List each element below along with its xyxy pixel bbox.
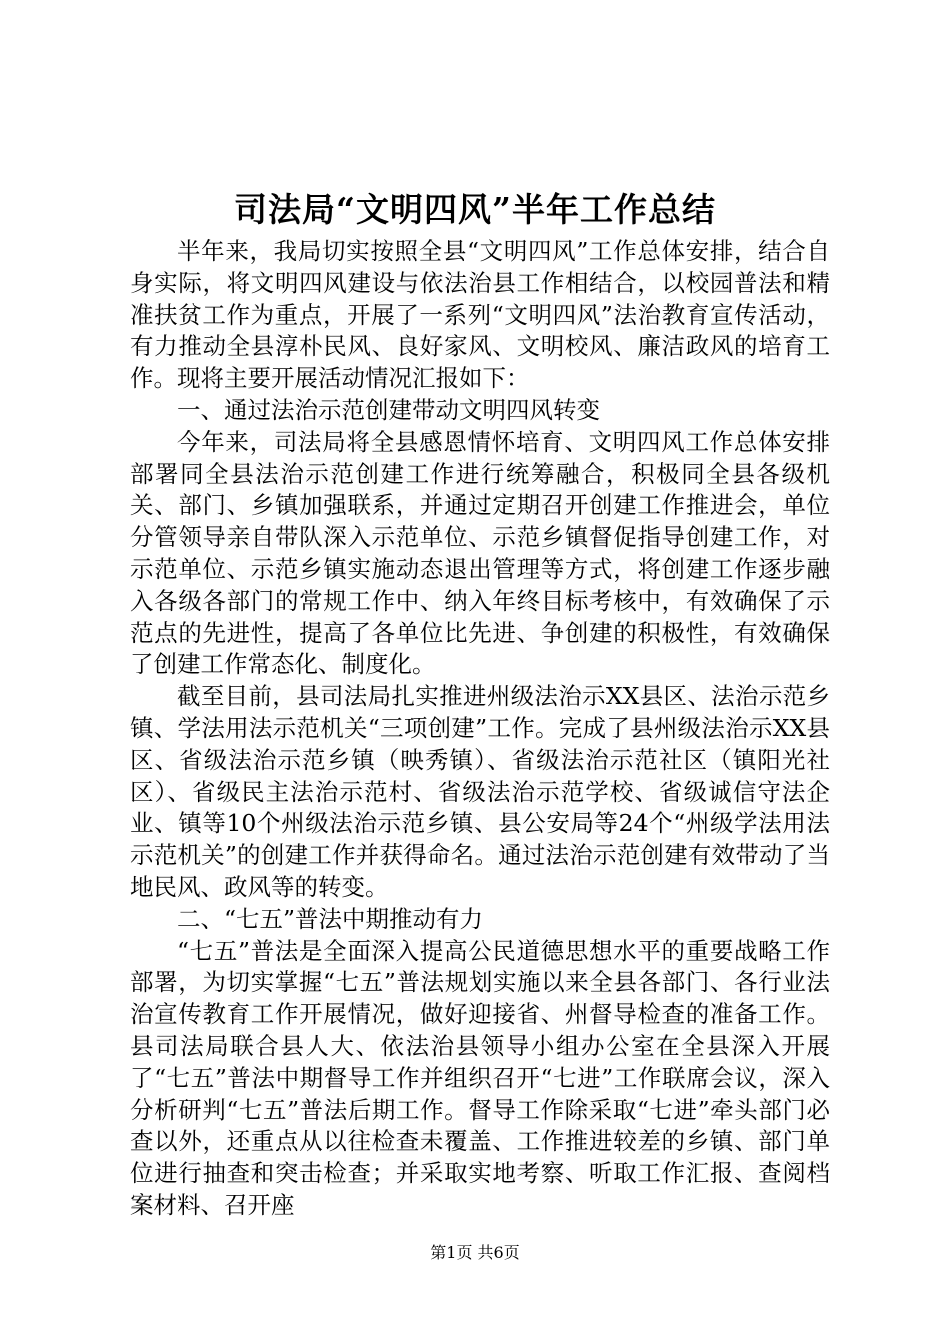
section-heading-2: 二、“七五”普法中期推动有力 bbox=[177, 904, 484, 933]
paragraph-section1-b: 截至目前，县司法局扎实推进州级法治示XX县区、法治示范乡镇、学法用法示范机关“三项创建”工作。完成了县州级法治示XX县区、省级法治示范乡镇（映秀镇）、省级法治示范社区（镇阳光社区）、省级民主法治示范村、省级法治示范学校、省级诚信守法企业、镇等10个州级法治示范乡镇、县公安局等24个“州级学法用法示范机关”的创建工作并获得命名。通过法治示范创建有效带动了当地民风、政风等的转变。 bbox=[130, 682, 830, 901]
document-title: 司法局“文明四风”半年工作总结 bbox=[234, 190, 716, 229]
paragraph-section1-a: 今年来，司法局将全县感恩情怀培育、文明四风工作总体安排部署同全县法治示范创建工作进行统筹融合，积极同全县各级机关、部门、乡镇加强联系，并通过定期召开创建工作推进会，单位分管领导亲自带队深入示范单位、示范乡镇督促指导创建工作，对示范单位、示范乡镇实施动态退出管理等方式，将创建工作逐步融入各级各部门的常规工作中、纳入年终目标考核中，有效确保了示范点的先进性，提高了各单位比先进、争创建的积极性，有效确保了创建工作常态化、制度化。 bbox=[130, 427, 830, 679]
document-body bbox=[130, 236, 830, 1222]
paragraph-intro: 半年来，我局切实按照全县“文明四风”工作总体安排，结合自身实际，将文明四风建设与依法治县工作相结合，以校园普法和精准扶贫工作为重点，开展了一系列“文明四风”法治教育宣传活动，有力推动全县淳朴民风、良好家风、文明校风、廉洁政风的培育工作。现将主要开展活动情况汇报如下： bbox=[130, 237, 830, 393]
paragraph-section2-a: “七五”普法是全面深入提高公民道德思想水平的重要战略工作部署，为切实掌握“七五”普法规划实施以来全县各部门、各行业法治宣传教育工作开展情况，做好迎接省、州督导检查的准备工作。县司法局联合县人大、依法治县领导小组办公室在全县深入开展了“七五”普法中期督导工作并组织召开“七进”工作联席会议，深入分析研判“七五”普法后期工作。督导工作除采取“七进”牵头部门必查以外，还重点从以往检查未覆盖、工作推进较差的乡镇、部门单位进行抽查和突击检查；并采取实地考察、听取工作汇报、查阅档案材料、召开座 bbox=[130, 936, 830, 1219]
page-number-footer: 第1页 共6页 bbox=[430, 1243, 520, 1262]
section-heading-1: 一、通过法治示范创建带动文明四风转变 bbox=[177, 395, 600, 424]
